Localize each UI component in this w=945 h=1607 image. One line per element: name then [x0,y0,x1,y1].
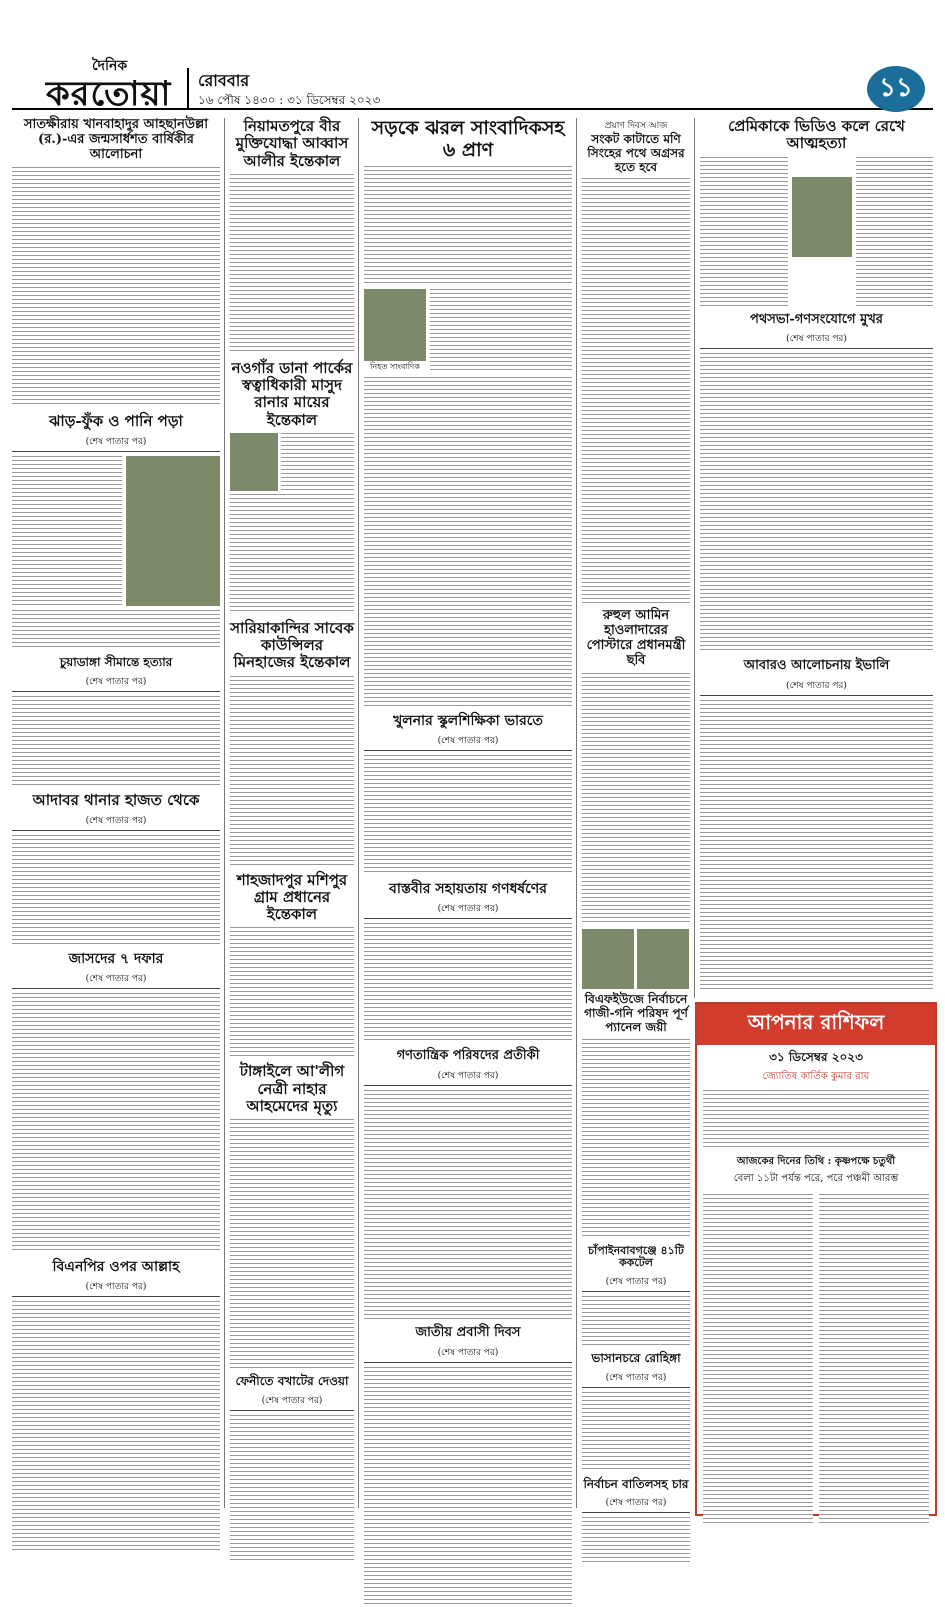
headline: সারিয়াকান্দির সাবেক কাউন্সিলর মিনহাজের ইন্তেকাল [230,618,354,672]
tithi-time: বেলা ১১টা পর্যন্ত পরে, পরে পঞ্চমী আরম্ভ [733,1173,899,1184]
portrait-photo [637,929,689,989]
continued-label: (শেষ পাতার পর) [364,1345,572,1363]
continued-label: (শেষ পাতার পর) [364,901,572,919]
horoscope-column [819,1194,929,1524]
continued-label: (শেষ পাতার পর) [582,1495,690,1513]
day-of-week: রোববার [198,71,250,90]
article-body [230,494,354,614]
column-3 [364,118,572,1607]
article-body [12,696,220,786]
headline: বিএফইউজে নির্বাচনে গাজী-গনি পরিষদ পূর্ণ প্যানেল জয়ী [584,992,688,1034]
headline: গণতান্ত্রিক পরিষদের প্রতীকী [396,1047,540,1063]
column-2 [230,118,354,1560]
article-body [364,755,572,875]
column-rule [358,118,359,1508]
journalist-photo [364,289,426,361]
horoscope-author: জ্যোতিষ কার্তিক কুমার রায় [762,1071,870,1082]
column-rule [224,118,225,1508]
article-body [230,1119,354,1369]
article-body [364,377,572,707]
issue-date: ১৬ পৌষ ১৪৩০ : ৩১ ডিসেম্বর ২০২৩ [198,93,381,107]
continued-label: (শেষ পাতার পর) [582,1274,690,1292]
headline: চুয়াডাঙ্গা সীমান্তে হত্যার [59,655,173,670]
logo-small-text: দৈনিক [92,58,128,74]
headline: বিএনপির ওপর আল্লাহ [52,1259,180,1276]
headline: বাস্তবীর সহায়তায় গণধর্ষণের [389,880,547,897]
column-rule [694,118,695,998]
headline: জাসদের ৭ দফার [68,951,164,968]
article-body [12,835,220,945]
article-body [12,456,122,606]
continued-label: (শেষ পাতার পর) [12,813,220,831]
column-1 [12,118,220,1551]
article-body [364,923,572,1043]
headline: রুহুল আমিন হাওলাদারের পোস্টারে প্রধানমন্ত্রী ছবি [586,608,686,669]
headline: নির্বাচন বাতিলসহ চার [583,1476,689,1491]
horoscope-column [703,1194,813,1524]
kicker: প্রয়াণ দিবস আজ [604,121,668,131]
article-body [700,353,933,653]
headline: আবারও আলোচনায় ইভালি [743,658,890,674]
article-body [856,157,933,307]
continued-label: (শেষ পাতার পর) [12,434,220,452]
article-body [430,289,572,373]
horoscope-date: ৩১ ডিসেম্বর ২০২৩ [769,1050,863,1064]
article-body [230,676,354,866]
article-body [12,1301,220,1551]
article-body [12,993,220,1253]
headline: আদাবর থানার হাজত থেকে [32,790,200,809]
masthead [12,10,933,114]
continued-label: (শেষ পাতার পর) [12,971,220,989]
headline: চাঁপাইনবাবগঞ্জে ৪১টি ককটেল [588,1243,684,1270]
headline: শাহজাদপুর মশিপুর গ্রাম প্রধানের ইন্তেকাল [236,870,348,923]
article-body [582,1392,690,1472]
headline: খুলনার স্কুলশিক্ষিকা ভারতে [393,712,543,729]
column-4 [582,118,690,1563]
newspaper-logo: করতোয়া [46,74,172,114]
headline: নওগাঁর ডানা পার্কের স্বত্বাধিকারী মাসুদ রানার মায়ের ইন্তেকাল [231,358,353,429]
headline: সড়কে ঝরল সাংবাদিকসহ ৬ প্রাণ [371,117,565,161]
headline: সাতক্ষীরায় খানবাহাদুর আহছানউল্লা (র.)-এর জন্মসার্ধশত বার্ষিকীর আলোচনা [23,117,209,162]
victim-photo [792,177,852,257]
column-rule [576,118,577,1508]
portrait-photo [230,433,278,491]
masthead-divider [187,68,189,110]
continued-label: (শেষ পাতার পর) [582,1370,690,1388]
continued-label: (শেষ পাতার পর) [230,1393,354,1411]
horoscope-box [695,1002,937,1516]
headline: জাতীয় প্রবাসী দিবস [415,1324,521,1340]
headline: সংকট কাটাতে মণি সিংহের পথে অগ্রসর হতে হবে [587,132,685,174]
article-body [582,1296,690,1346]
continued-label: (শেষ পাতার পর) [12,1279,220,1297]
continued-label: (শেষ পাতার পর) [12,674,220,692]
article-body [700,700,933,990]
continued-label: (শেষ পাতার পর) [700,678,933,696]
article-body [12,610,220,650]
continued-label: (শেষ পাতার পর) [364,1068,572,1086]
headline: পথসভা-গণসংযোগে মুখর [750,311,883,327]
headline: ভাসানচরে রোহিঙ্গা [591,1350,681,1365]
article-photo [126,456,220,606]
headline: প্রেমিকাকে ভিডিও কলে রেখে আত্মহত্যা [728,117,905,153]
photo-caption: নিহত সাংবাদিক [370,361,420,371]
article-body [582,1039,690,1239]
page-number-badge: ১১ [867,66,925,112]
article-body [364,1367,572,1607]
horoscope-title: আপনার রাশিফল [697,1004,935,1045]
headline: ঝাড়-ফুঁক ও পানি পড়া [49,411,183,430]
article-body [230,1415,354,1560]
continued-label: (শেষ পাতার পর) [700,331,933,349]
headline: টাঙ্গাইলে আ'লীগ নেত্রী নাহার আহমেদের মৃত্যু [239,1062,345,1115]
headline: ফেনীতে বখাটের দেওয়া [235,1374,349,1388]
article-body [582,1517,690,1563]
article-body [281,433,354,491]
article-body [582,178,690,603]
column-5 [700,118,933,990]
portrait-photo [582,929,634,989]
headline: নিয়ামতপুরে বীর মুক্তিযোদ্ধা আব্বাস আলীর ইন্তেকাল [235,117,349,170]
tithi-label: আজকের দিনের তিথি : কৃষ্ণপক্ষে চতুর্থী [736,1156,896,1167]
article-body [364,1090,572,1320]
article-body [230,927,354,1057]
article-body [230,174,354,354]
article-body [700,157,788,307]
article-body [12,167,220,407]
article-body [364,166,572,286]
article-body [582,673,690,923]
horoscope-intro [703,1090,929,1150]
continued-label: (শেষ পাতার পর) [364,733,572,751]
